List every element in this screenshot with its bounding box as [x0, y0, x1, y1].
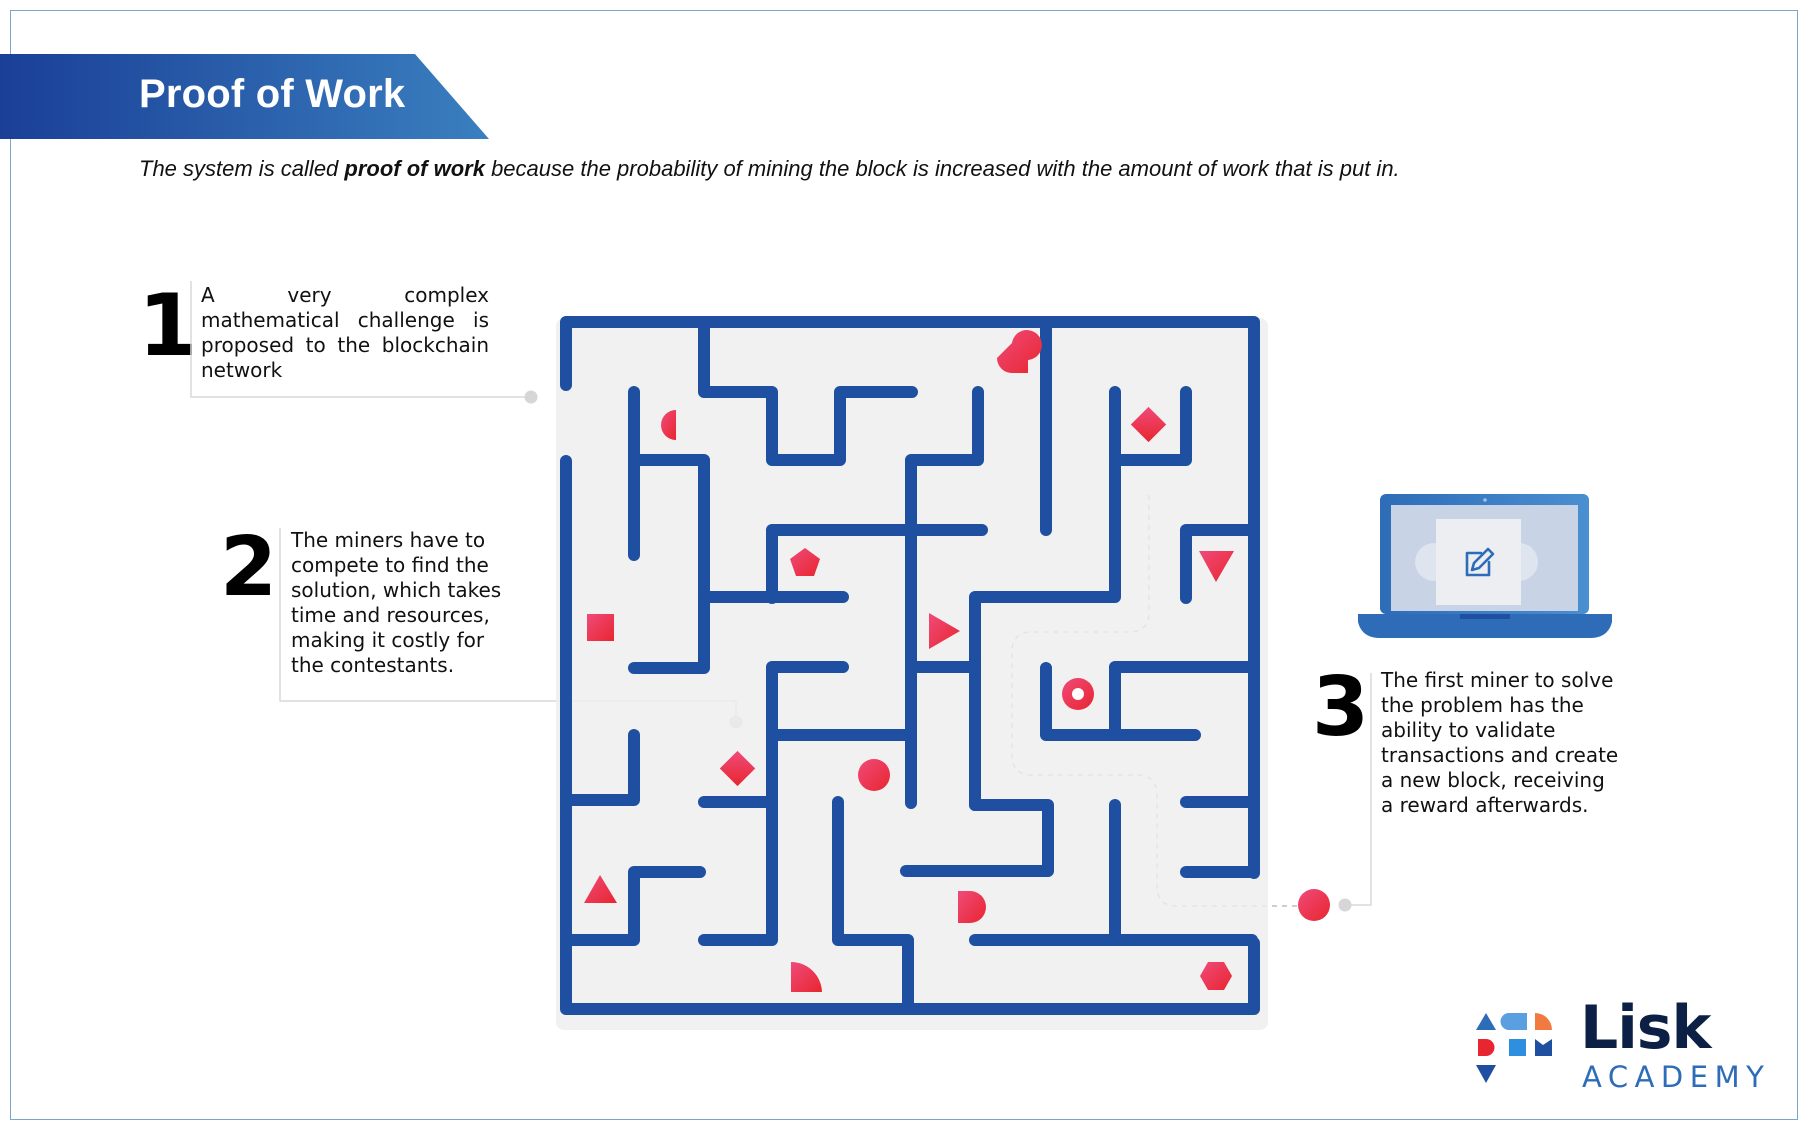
- step-2-text: The miners have to compete to find the solution, which takes time and resources, making it costly for the contestants.: [291, 528, 502, 677]
- lisk-logo-text: Lisk: [1580, 993, 1711, 1063]
- connector-step-1: [191, 281, 530, 397]
- square-shape: [587, 614, 614, 641]
- lisk-academy-logo-mark: [1476, 1013, 1552, 1083]
- step-1-text: A very complex mathematical challenge is proposed to the blockchain network: [201, 283, 489, 382]
- step-3-text: The first miner to solve the problem has the ability to validate transactions and create a new block, receiving a reward afterwards.: [1381, 668, 1619, 817]
- connector-dot-3: [1339, 899, 1352, 912]
- step-1-number: 1: [138, 276, 198, 376]
- laptop-icon: [1358, 494, 1612, 638]
- page-subtitle: The system is called proof of work because the probability of mining the block is increased with the amount of work that is put in.: [139, 156, 1400, 181]
- connector-step-3: [1348, 673, 1371, 905]
- academy-logo-text: ACADEMY: [1582, 1060, 1771, 1094]
- page-title: Proof of Work: [139, 72, 406, 116]
- connector-dot-1: [525, 391, 538, 404]
- goal-circle: [1298, 889, 1330, 921]
- step-3-number: 3: [1312, 660, 1370, 755]
- circle-shape: [858, 759, 890, 791]
- step-2-number: 2: [220, 520, 278, 615]
